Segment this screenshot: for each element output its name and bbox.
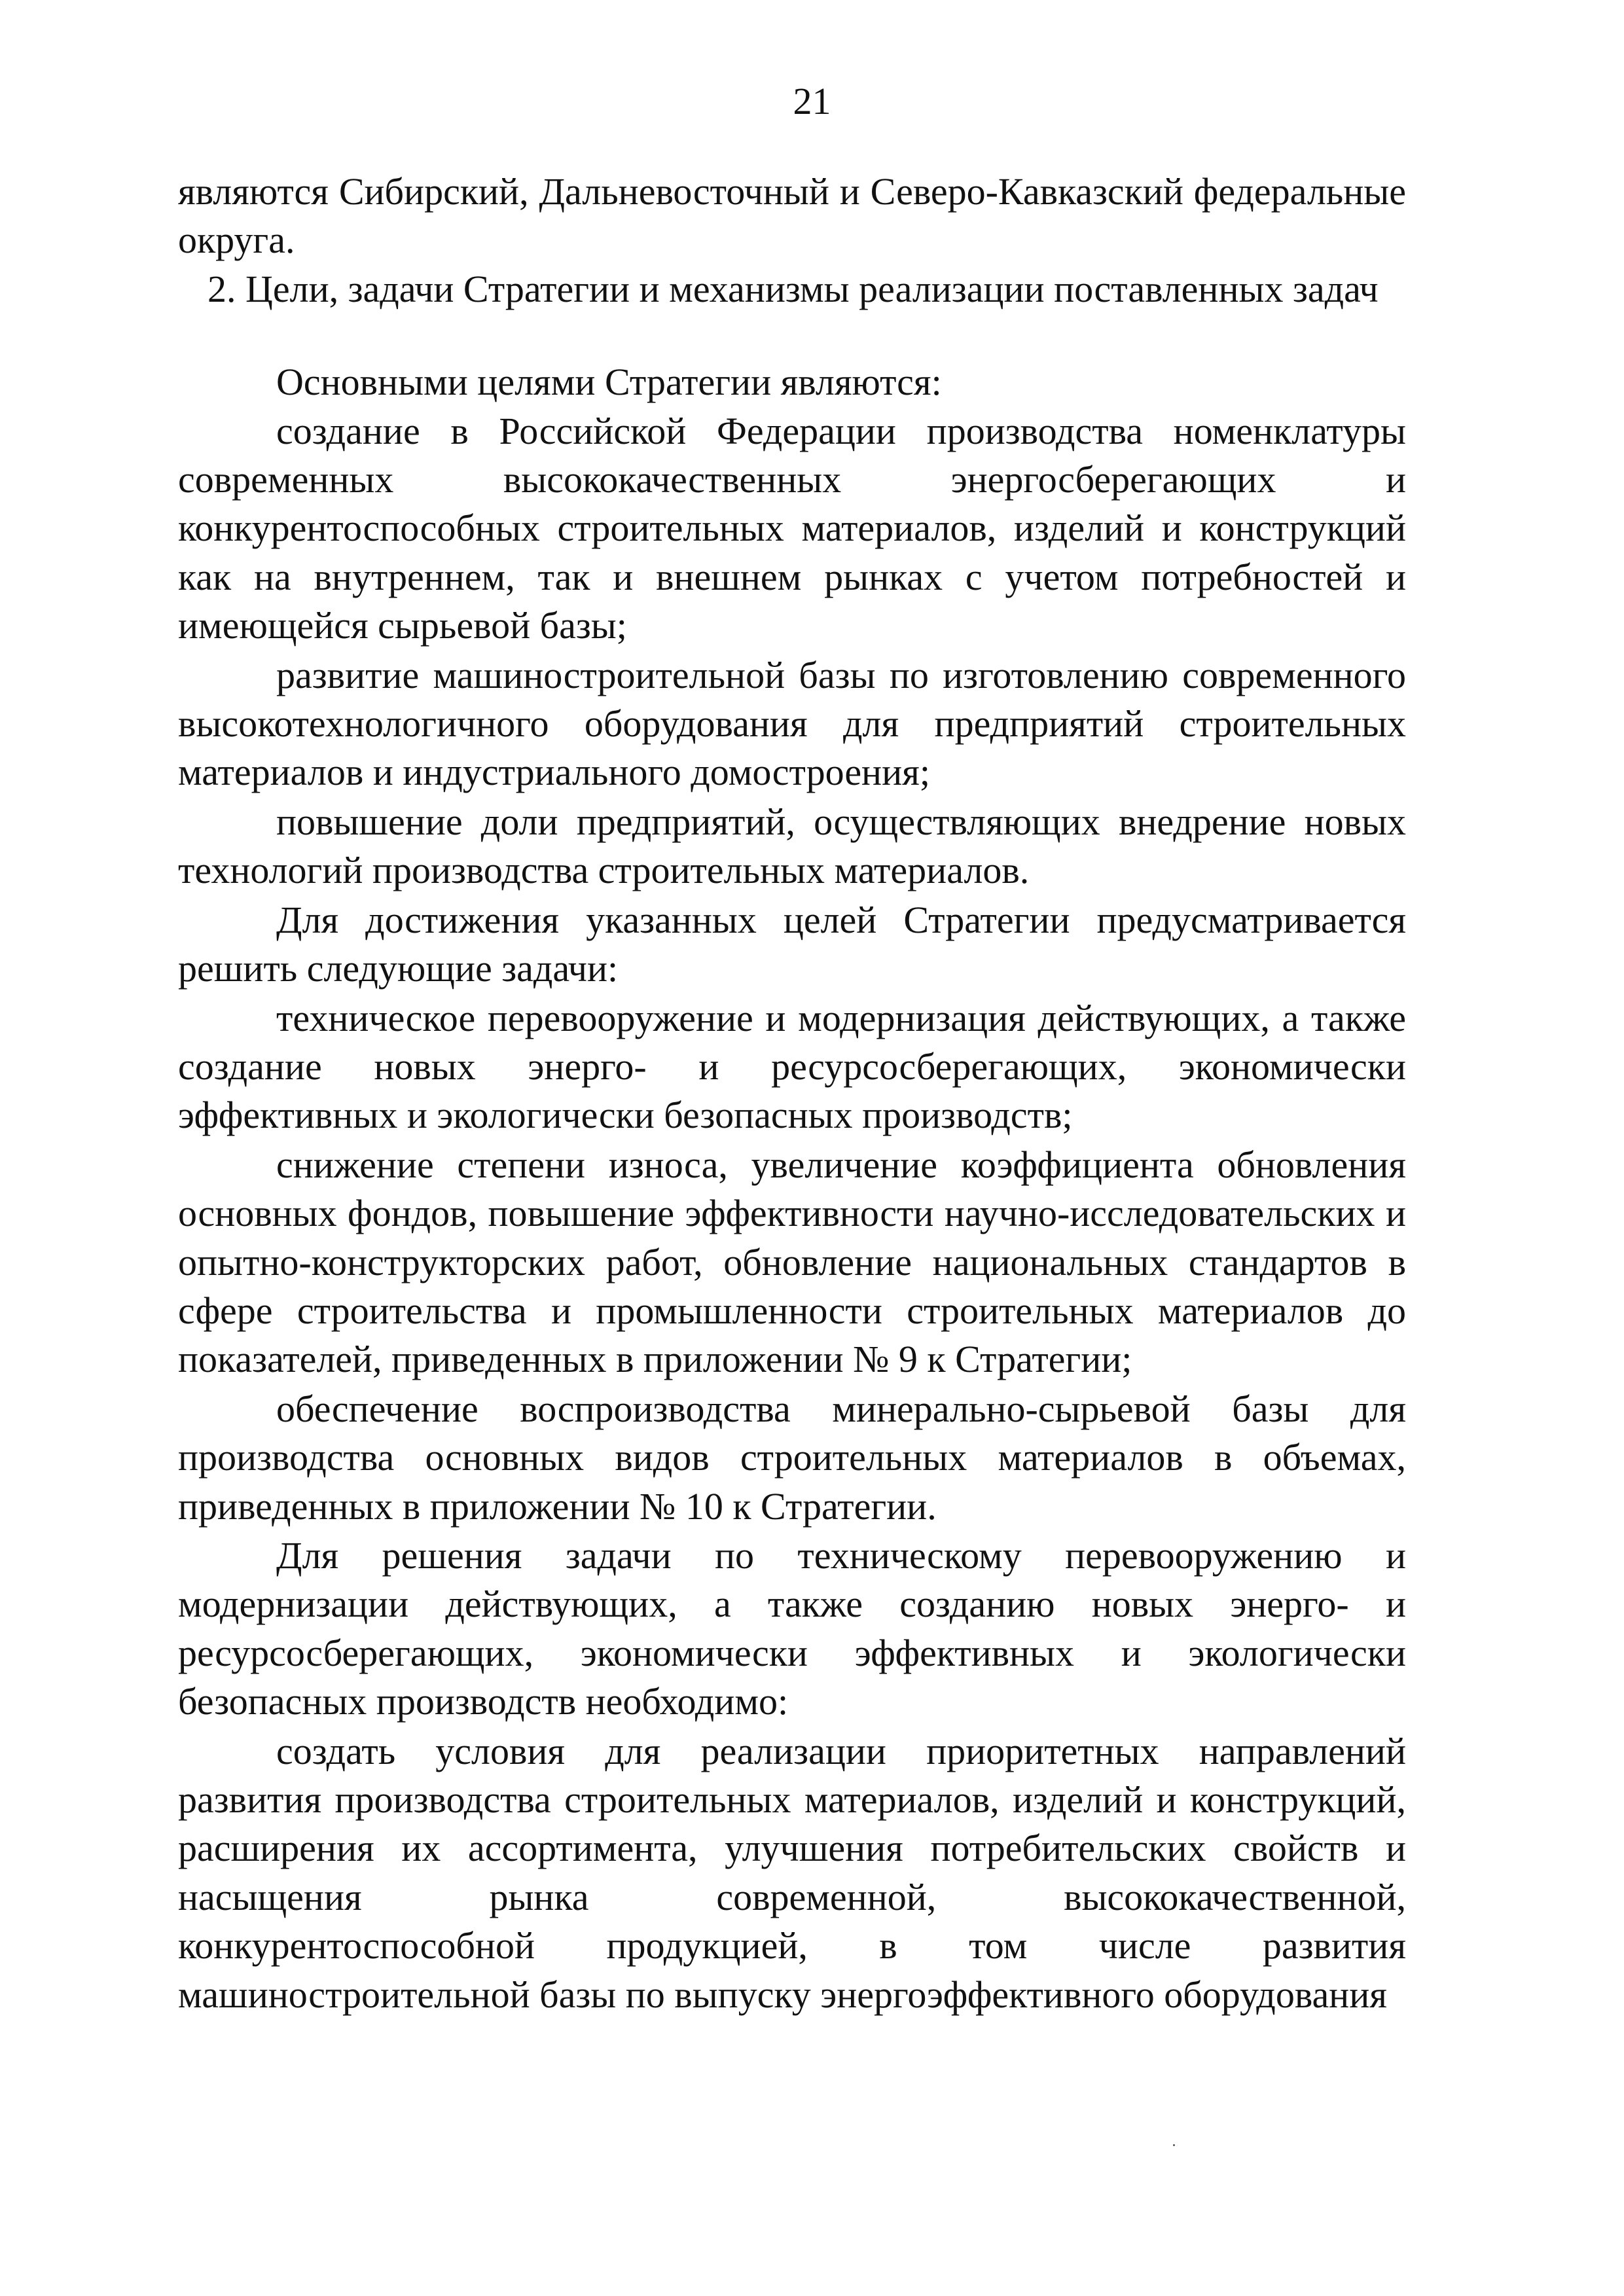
task-item: обеспечение воспроизводства минерально-сырьевой базы для производства основных видов строительных материалов в объемах, приведенных в приложении № 10 к Стратегии.: [178, 1387, 1406, 1528]
goal-item: создание в Российской Федерации производства номенклатуры современных высококачественных энергосберегающих и конкурентоспособных строительных материалов, изделий и конструкций как на внутреннем, так и внешнем рынках с учетом потребностей и имеющейся сырьевой базы;: [178, 409, 1406, 647]
measure-item: создать условия для реализации приоритетных направлений развития производства строительных материалов, изделий и конструкций, расширения их ассортимента, улучшения потребительских свойств и насыщения рынка современной, высококачественной, конкурентоспособной продукцией, в том числе развития машиностроительной базы по выпуску энергоэффективного оборудования: [178, 1729, 1406, 2016]
tasks-lead: Для достижения указанных целей Стратегии предусматривается решить следующие задачи:: [178, 898, 1406, 990]
goal-item: развитие машиностроительной базы по изготовлению современного высокотехнологичного оборудования для предприятий строительных материалов и индустриального домостроения;: [178, 653, 1406, 794]
section-heading: 2. Цели, задачи Стратегии и механизмы реализации поставленных задач: [208, 267, 1379, 310]
page-number: 21: [793, 80, 831, 122]
document-body: [178, 168, 1406, 2019]
intro-paragraph: являются Сибирский, Дальневосточный и Северо-Кавказский федеральные округа.: [178, 170, 1406, 262]
goals-lead: Основными целями Стратегии являются:: [276, 361, 942, 404]
scan-speck: [1173, 2144, 1175, 2146]
task-item: снижение степени износа, увеличение коэффициента обновления основных фондов, повышение эффективности научно-исследовательских и опытно-конструкторских работ, обновление национальных стандартов в сфере строительства и промышленности строительных материалов до показателей, приведенных в приложении № 9 к Стратегии;: [178, 1143, 1406, 1381]
task-item: техническое перевооружение и модернизация действующих, а также создание новых энерго- и ресурсосберегающих, экономически эффективных и экологически безопасных производств;: [178, 996, 1406, 1137]
goal-item: повышение доли предприятий, осуществляющих внедрение новых технологий производства строительных материалов.: [178, 800, 1406, 892]
measures-lead: Для решения задачи по техническому перевооружению и модернизации действующих, а также созданию новых энерго- и ресурсосберегающих, экономически эффективных и экологически безопасных производств необходимо:: [178, 1534, 1406, 1723]
